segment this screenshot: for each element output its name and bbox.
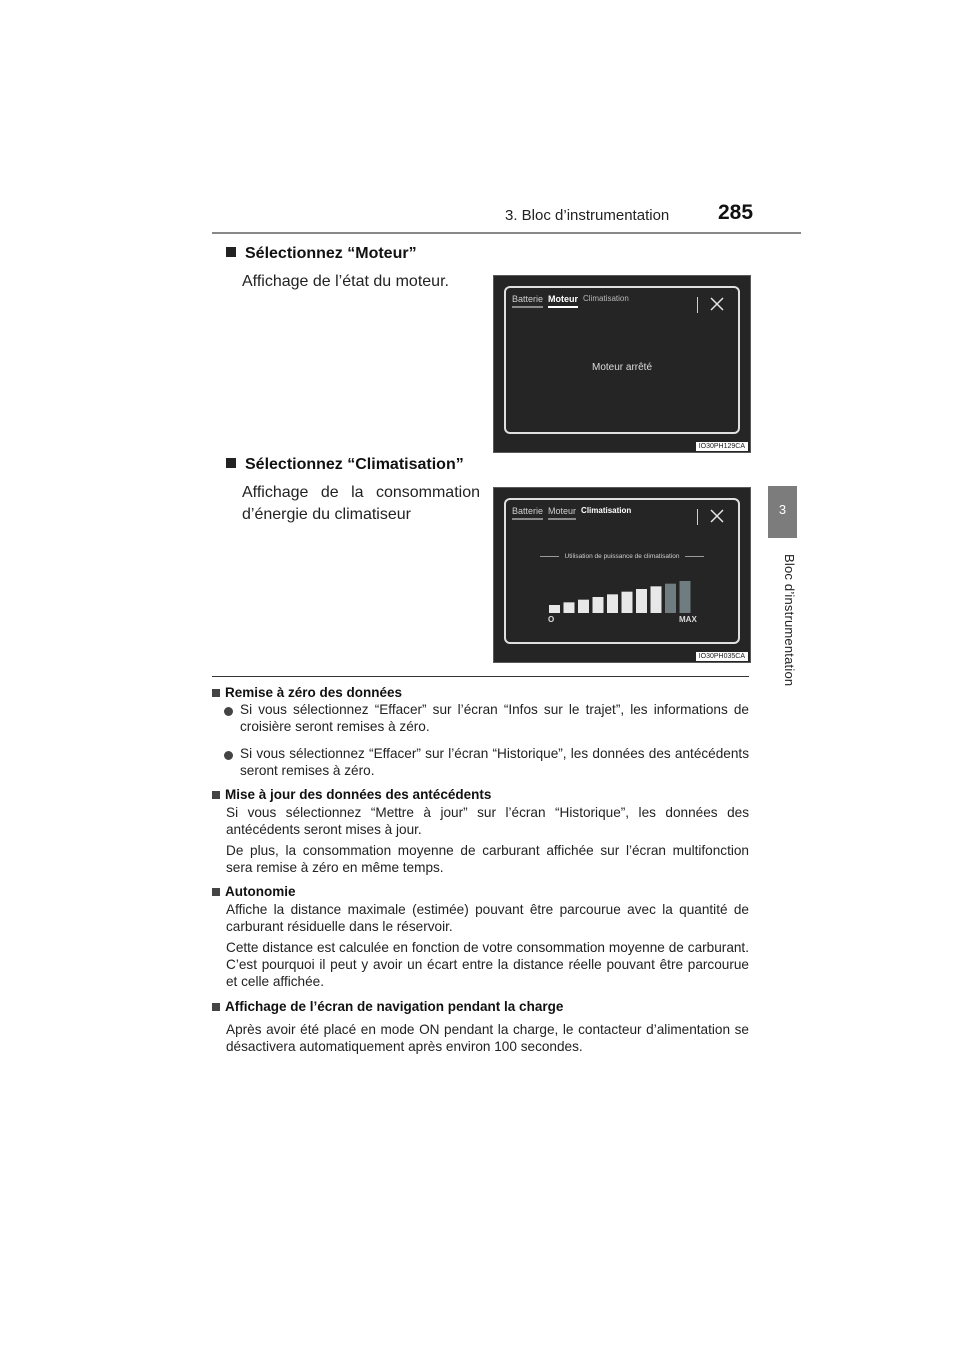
screen-figure-moteur bbox=[493, 275, 751, 453]
gauge-title: Utilisation de puissance de climatisation bbox=[564, 553, 680, 560]
running-header-section: 3. Bloc d’instrumentation bbox=[505, 207, 670, 224]
bullet-item: Si vous sélectionnez “Effacer” sur l’écran “Historique”, les données des antécédents seront remises à zéro. bbox=[240, 746, 749, 778]
heading-select-climatisation bbox=[226, 456, 464, 474]
engine-status-text: Moteur arrêté bbox=[591, 362, 653, 373]
gauge-max-label: MAX bbox=[679, 615, 697, 624]
note-heading-mise-a-jour bbox=[212, 786, 491, 804]
screen-tab-bar bbox=[512, 294, 629, 308]
gauge-step-bar bbox=[549, 605, 560, 613]
screen-tab-batterie: Batterie bbox=[512, 294, 543, 308]
display-frame bbox=[504, 286, 740, 434]
screen-tab-moteur: Moteur bbox=[548, 506, 576, 520]
screen-tab-moteur: Moteur bbox=[548, 294, 578, 308]
bullet-dot-icon bbox=[224, 703, 233, 721]
gauge-step-bar bbox=[578, 600, 589, 613]
note-heading-remise-zero bbox=[212, 684, 402, 702]
note-heading-text: Mise à jour des données des antécédents bbox=[225, 787, 492, 802]
heading-text: Sélectionnez “Moteur” bbox=[245, 245, 417, 262]
note-heading-autonomie bbox=[212, 883, 296, 901]
chapter-title-vertical: Bloc d’instrumentation bbox=[782, 554, 797, 687]
note-paragraph: Après avoir été placé en mode ON pendant la charge, le contacteur d’alimentation se désactivera automatiquement après environ 100 secondes. bbox=[226, 1022, 749, 1054]
gauge-step-bar bbox=[665, 584, 676, 613]
gauge-step-bar bbox=[651, 586, 662, 613]
square-bullet-icon bbox=[226, 247, 236, 257]
screen-tab-climatisation: Climatisation bbox=[583, 294, 629, 303]
screen-tab-batterie: Batterie bbox=[512, 506, 543, 520]
figure-code: IO30PH129CA bbox=[696, 442, 748, 451]
header-divider bbox=[212, 232, 801, 234]
note-paragraph: De plus, la consommation moyenne de carburant affichée sur l’écran multifonction sera remise à zéro en même temps. bbox=[226, 843, 749, 875]
note-paragraph: Affiche la distance maximale (estimée) pouvant être parcourue avec la quantité de carburant résiduelle dans le réservoir. bbox=[226, 902, 749, 934]
square-bullet-icon bbox=[212, 689, 220, 697]
note-heading-text: Remise à zéro des données bbox=[225, 685, 403, 700]
bullet-dot-icon bbox=[224, 747, 233, 765]
description-climatisation: Affichage de la consommation d’énergie du climatiseur bbox=[242, 484, 480, 523]
description-moteur: Affichage de l’état du moteur. bbox=[242, 273, 449, 290]
ac-power-gauge bbox=[494, 488, 750, 662]
figure-code: IO30PH035CA bbox=[696, 652, 748, 661]
screen-figure-climatisation bbox=[493, 487, 751, 663]
note-paragraph: Si vous sélectionnez “Mettre à jour” sur l’écran “Historique”, les données des antécédents seront mises à jour. bbox=[226, 805, 749, 837]
note-heading-navigation bbox=[212, 998, 563, 1016]
gauge-step-bar bbox=[636, 589, 647, 613]
close-icon bbox=[708, 295, 726, 313]
note-heading-text: Autonomie bbox=[225, 884, 296, 899]
square-bullet-icon bbox=[212, 1003, 220, 1011]
square-bullet-icon bbox=[226, 458, 236, 468]
bullet-item: Si vous sélectionnez “Effacer” sur l’écran “Infos sur le trajet”, les informations de croisière seront remises à zéro. bbox=[240, 702, 749, 734]
note-heading-text: Affichage de l’écran de navigation pendant la charge bbox=[225, 999, 564, 1014]
note-paragraph: Cette distance est calculée en fonction de votre consommation moyenne de carburant. C’est pourquoi il peut y avoir un écart entre la distance réelle pouvant être parcourue et celle affichée. bbox=[226, 940, 749, 989]
heading-select-moteur bbox=[226, 245, 417, 263]
heading-text: Sélectionnez “Climatisation” bbox=[245, 456, 464, 473]
square-bullet-icon bbox=[212, 791, 220, 799]
gauge-step-bar bbox=[607, 594, 618, 613]
screen-tab-climatisation: Climatisation bbox=[581, 506, 632, 515]
section-divider bbox=[212, 676, 749, 677]
page-number: 285 bbox=[718, 201, 754, 224]
gauge-min-label: O bbox=[548, 615, 555, 624]
square-bullet-icon bbox=[212, 888, 220, 896]
gauge-step-bar bbox=[622, 592, 633, 613]
chapter-number: 3 bbox=[778, 502, 787, 517]
screen-divider bbox=[697, 297, 698, 313]
gauge-step-bar bbox=[593, 597, 604, 613]
chapter-tab bbox=[768, 486, 797, 538]
gauge-step-bar bbox=[680, 581, 691, 613]
gauge-step-bar bbox=[564, 602, 575, 613]
